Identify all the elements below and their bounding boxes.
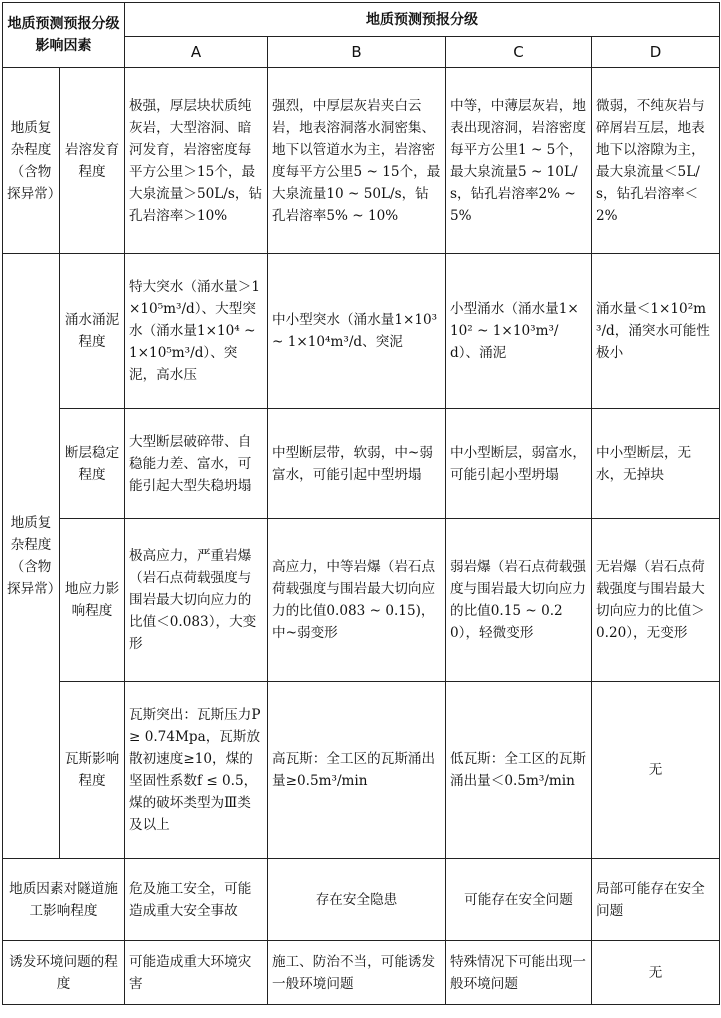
category-cell: 地质复杂程度（含物探异常） [3,68,60,254]
corner-header: 地质预测预报分级影响因素 [3,3,125,68]
grade-b-header: B [268,37,446,68]
grade-d-cell: 无岩爆（岩石点荷载强度与围岩最大切向应力的比值＞0.20），无变形 [592,519,720,682]
grade-b-cell: 施工、防治不当，可能诱发一般环境问题 [268,941,446,1005]
category-cell: 地质复杂程度（含物探异常） [3,254,60,859]
grade-a-cell: 瓦斯突出：瓦斯压力P ≥ 0.74Mpa，瓦斯放散初速度≥10，煤的坚固性系数f ≤ 0.5，煤的破坏类型为Ⅲ类及以上 [125,682,268,859]
factor-cell: 诱发环境问题的程度 [3,941,125,1005]
grade-d-cell: 无 [592,941,720,1005]
table-row [3,68,720,254]
grade-a-cell: 特大突水（涌水量＞1×10⁵m³/d）、大型突水（涌水量1×10⁴ ~ 1×10⁵m³/d）、突泥，高水压 [125,254,268,409]
grade-c-cell: 小型涌水（涌水量1×10² ~ 1×10³m³/d）、涌泥 [446,254,592,409]
grade-c-cell: 特殊情况下可能出现一般环境问题 [446,941,592,1005]
table-row [3,682,720,859]
grade-b-cell: 中型断层带，软弱，中~弱富水，可能引起中型坍塌 [268,409,446,519]
grade-d-cell: 微弱，不纯灰岩与碎屑岩互层，地表地下以溶隙为主，最大泉流量＜5L/s，钻孔岩溶率＜2% [592,68,720,254]
grade-b-cell: 存在安全隐患 [268,859,446,941]
geological-forecast-grading-table [2,2,720,1005]
factor-cell: 地质因素对隧道施工影响程度 [3,859,125,941]
grading-group-header: 地质预测预报分级 [125,3,720,37]
grade-c-cell: 可能存在安全问题 [446,859,592,941]
grade-d-cell: 涌水量＜1×10²m³/d，涌突水可能性极小 [592,254,720,409]
grade-c-cell: 中等，中薄层灰岩，地表出现溶洞，岩溶密度每平方公里1 ~ 5个，最大泉流量5 ~ 10L/s，钻孔岩溶率2% ~ 5% [446,68,592,254]
grade-a-cell: 大型断层破碎带、自稳能力差、富水，可能引起大型失稳坍塌 [125,409,268,519]
factor-cell: 瓦斯影响程度 [60,682,125,859]
grade-c-cell: 弱岩爆（岩石点荷载强度与围岩最大切向应力的比值0.15 ~ 0.20），轻微变形 [446,519,592,682]
table-row [3,941,720,1005]
grade-c-header: C [446,37,592,68]
grade-a-cell: 极强，厚层块状质纯灰岩，大型溶洞、暗河发育，岩溶密度每平方公里＞15个，最大泉流量＞50L/s，钻孔岩溶率＞10% [125,68,268,254]
grade-c-cell: 低瓦斯：全工区的瓦斯涌出量＜0.5m³/min [446,682,592,859]
table-row [3,409,720,519]
grade-b-cell: 中小型突水（涌水量1×10³ ~ 1×10⁴m³/d、突泥 [268,254,446,409]
grade-d-cell: 无 [592,682,720,859]
grade-d-cell: 中小型断层，无水，无掉块 [592,409,720,519]
factor-cell: 断层稳定程度 [60,409,125,519]
grade-a-cell: 极高应力，严重岩爆（岩石点荷载强度与围岩最大切向应力的比值＜0.083），大变形 [125,519,268,682]
factor-cell: 地应力影响程度 [60,519,125,682]
factor-cell: 岩溶发育程度 [60,68,125,254]
grade-c-cell: 中小型断层，弱富水，可能引起小型坍塌 [446,409,592,519]
grade-b-cell: 高瓦斯：全工区的瓦斯涌出量≥0.5m³/min [268,682,446,859]
table-row [3,519,720,682]
factor-cell: 涌水涌泥程度 [60,254,125,409]
table-row [3,859,720,941]
grade-a-header: A [125,37,268,68]
grade-a-cell: 可能造成重大环境灾害 [125,941,268,1005]
grade-d-header: D [592,37,720,68]
grade-d-cell: 局部可能存在安全问题 [592,859,720,941]
grade-b-cell: 强烈，中厚层灰岩夹白云岩，地表溶洞落水洞密集、地下以管道水为主，岩溶密度每平方公里5 ~ 15个，最大泉流量10 ~ 50L/s，钻孔岩溶率5% ~ 10% [268,68,446,254]
table-row [3,254,720,409]
grade-a-cell: 危及施工安全，可能造成重大安全事故 [125,859,268,941]
grade-b-cell: 高应力，中等岩爆（岩石点荷载强度与围岩最大切向应力的比值0.083 ~ 0.15)，中~弱变形 [268,519,446,682]
